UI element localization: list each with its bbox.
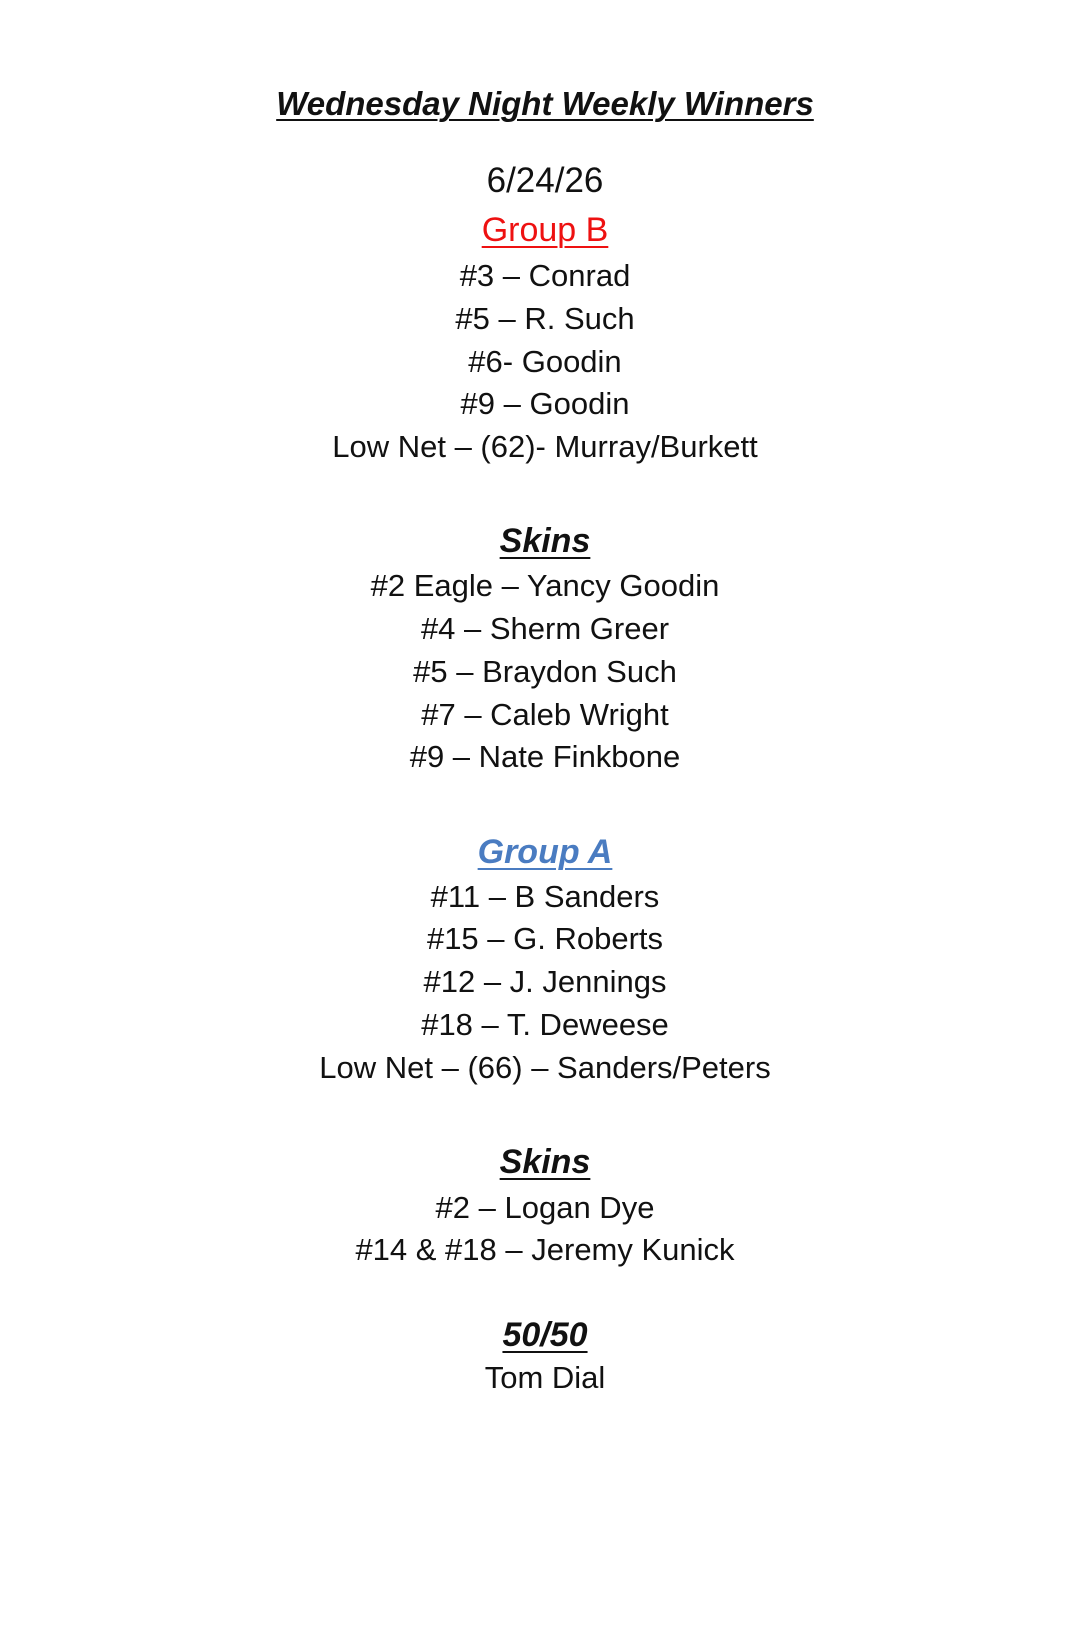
group-a-skin: #14 & #18 – Jeremy Kunick bbox=[355, 1232, 735, 1267]
document-title: Wednesday Night Weekly Winners bbox=[276, 85, 814, 122]
group-a-skins-heading: Skins bbox=[499, 1143, 591, 1181]
group-a-low-net: Low Net – (66) – Sanders/Peters bbox=[319, 1050, 771, 1085]
group-b-winner: #9 – Goodin bbox=[460, 386, 630, 421]
group-b-skin: #7 – Caleb Wright bbox=[421, 697, 669, 732]
group-b-skin: #5 – Braydon Such bbox=[413, 654, 677, 689]
group-a-winner: #18 – T. Deweese bbox=[421, 1007, 669, 1042]
group-b-winner: #3 – Conrad bbox=[459, 258, 631, 293]
group-a-heading: Group A bbox=[477, 833, 613, 871]
group-b-skins-heading: Skins bbox=[499, 522, 591, 560]
group-b-winner: #5 – R. Such bbox=[455, 301, 635, 336]
group-a-winner: #12 – J. Jennings bbox=[423, 964, 667, 999]
fifty-fifty-heading: 50/50 bbox=[502, 1316, 588, 1354]
group-b-skin: #9 – Nate Finkbone bbox=[409, 739, 681, 774]
group-b-skin: #4 – Sherm Greer bbox=[420, 611, 670, 646]
group-b-winner: #6- Goodin bbox=[468, 344, 622, 379]
group-a-winner: #11 – B Sanders bbox=[430, 879, 660, 914]
group-b-heading: Group B bbox=[481, 211, 609, 249]
event-date: 6/24/26 bbox=[486, 161, 604, 200]
fifty-fifty-winner: Tom Dial bbox=[484, 1360, 606, 1395]
group-b-low-net: Low Net – (62)- Murray/Burkett bbox=[332, 429, 758, 464]
group-b-skin: #2 Eagle – Yancy Goodin bbox=[370, 568, 720, 603]
group-a-skin: #2 – Logan Dye bbox=[435, 1190, 655, 1225]
group-a-winner: #15 – G. Roberts bbox=[426, 921, 664, 956]
